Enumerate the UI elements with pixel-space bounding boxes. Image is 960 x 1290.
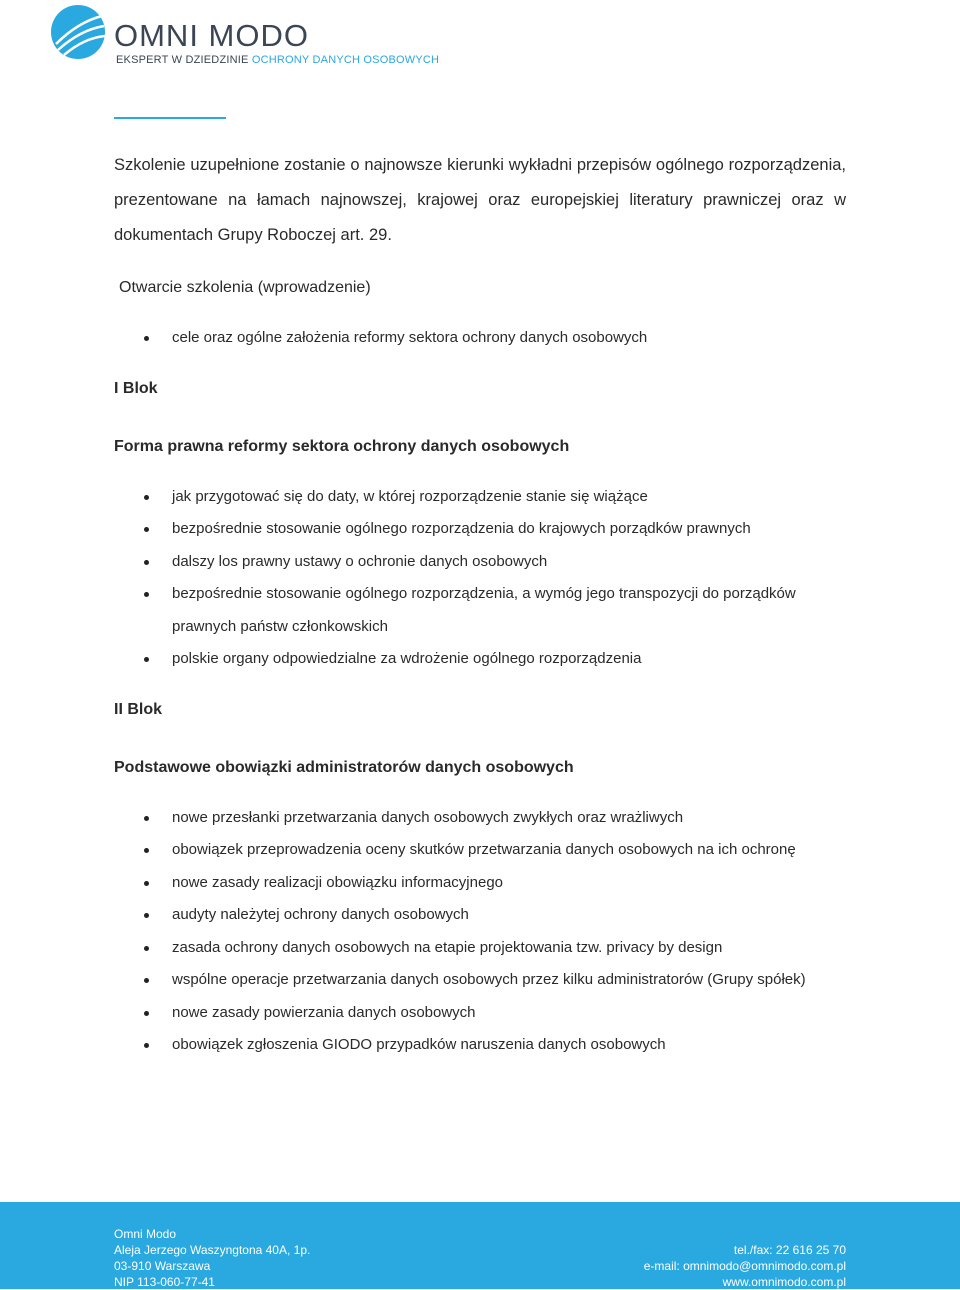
intro-paragraph: Szkolenie uzupełnione zostanie o najnowsze kierunki wykładni przepisów ogólnego rozporządzenia, prezentowane na łamach najnowszej, krajowej oraz europejskiej literatury prawniczej oraz w dokumentach Grupy Roboczej art. 29. <box>114 156 846 244</box>
list-item-text: polskie organy odpowiedzialne za wdrożenie ogólnego rozporządzenia <box>172 650 642 667</box>
list-item <box>114 867 846 900</box>
accent-rule <box>114 117 226 119</box>
footer-phone: tel./fax: 22 616 25 70 <box>733 1243 846 1257</box>
list-item-text: zasada ochrony danych osobowych na etapie projektowania tzw. privacy by design <box>172 938 723 956</box>
footer <box>0 1202 960 1289</box>
bullet-icon <box>144 816 149 821</box>
bullet-icon <box>144 495 149 500</box>
list-item <box>114 643 846 676</box>
list-item-text: nowe zasady realizacji obowiązku informacyjnego <box>172 873 504 891</box>
bullet-icon <box>144 881 149 886</box>
block2-title: Podstawowe obowiązki administratorów danych osobowych <box>114 758 574 776</box>
list-item <box>114 513 846 546</box>
list-item <box>114 1029 846 1062</box>
footer-contact <box>644 1242 846 1290</box>
bullet-icon <box>144 527 149 532</box>
opening-title: Otwarcie szkolenia (wprowadzenie) <box>119 279 371 296</box>
list-item <box>114 578 846 643</box>
bullet-icon <box>144 592 149 597</box>
bullet-icon <box>144 657 149 662</box>
list-item-text: nowe zasady powierzania danych osobowych <box>172 1003 476 1021</box>
opening-list <box>114 322 846 355</box>
tagline-part-3: OSOBOWYCH <box>363 54 440 66</box>
list-item-text: obowiązek zgłoszenia GIODO przypadków naruszenia danych osobowych <box>172 1036 666 1053</box>
bullet-icon <box>144 560 149 565</box>
block2-list <box>114 802 846 1062</box>
footer-address <box>114 1226 310 1290</box>
footer-nip: NIP 113-060-77-41 <box>114 1275 215 1289</box>
list-item-text: bezpośrednie stosowanie ogólnego rozporządzenia, a wymóg jego transpozycji do porządków prawnych państw członkowskich <box>172 585 796 635</box>
list-item <box>114 932 846 965</box>
brand-tagline <box>116 54 439 66</box>
list-item-text: wspólne operacje przetwarzania danych osobowych przez kilku administratorów (Grupy spółek) <box>172 971 806 988</box>
block2-label: II Blok <box>114 700 163 718</box>
block1-title: Forma prawna reformy sektora ochrony danych osobowych <box>114 437 570 455</box>
list-item-text: jak przygotować się do daty, w której rozporządzenie stanie się wiążące <box>172 487 648 505</box>
list-item-text: cele oraz ogólne założenia reformy sektora ochrony danych osobowych <box>172 329 648 346</box>
list-item-text: obowiązek przeprowadzenia oceny skutków przetwarzania danych osobowych na ich ochronę <box>172 841 796 858</box>
list-item <box>114 997 846 1030</box>
document-body <box>114 148 846 1062</box>
bullet-icon <box>144 978 149 983</box>
header <box>50 4 450 74</box>
tagline-part-2: OCHRONY DANYCH <box>251 54 364 66</box>
footer-address-line-1: Aleja Jerzego Waszyngtona 40A, 1p. <box>114 1243 311 1257</box>
list-item-text: audyty należytej ochrony danych osobowych <box>172 906 469 923</box>
list-item <box>114 834 846 867</box>
list-item <box>114 899 846 932</box>
list-item <box>114 546 846 579</box>
list-item <box>114 322 846 355</box>
bullet-icon <box>144 946 149 951</box>
footer-address-line-2: 03-910 Warszawa <box>114 1259 211 1273</box>
bullet-icon <box>144 1011 149 1016</box>
block1-list <box>114 481 846 676</box>
list-item-text: dalszy los prawny ustawy o ochronie danych osobowych <box>172 552 548 570</box>
list-item-text: bezpośrednie stosowanie ogólnego rozporządzenia do krajowych porządków prawnych <box>172 520 751 537</box>
tagline-part-1: EKSPERT W DZIEDZINIE <box>116 54 252 66</box>
list-item-text: nowe przesłanki przetwarzania danych osobowych zwykłych oraz wrażliwych <box>172 808 684 826</box>
bullet-icon <box>144 336 149 341</box>
block1-label: I Blok <box>114 379 158 397</box>
list-item <box>114 964 846 997</box>
footer-website[interactable]: www.omnimodo.com.pl <box>722 1275 846 1289</box>
bullet-icon <box>144 848 149 853</box>
omni-modo-logo-icon <box>50 4 106 60</box>
bullet-icon <box>144 913 149 918</box>
list-item <box>114 802 846 835</box>
brand-name: OMNI MODO <box>114 18 309 53</box>
list-item <box>114 481 846 514</box>
footer-email[interactable]: e-mail: omnimodo@omnimodo.com.pl <box>643 1259 846 1273</box>
bullet-icon <box>144 1043 149 1048</box>
footer-company: Omni Modo <box>114 1227 177 1241</box>
